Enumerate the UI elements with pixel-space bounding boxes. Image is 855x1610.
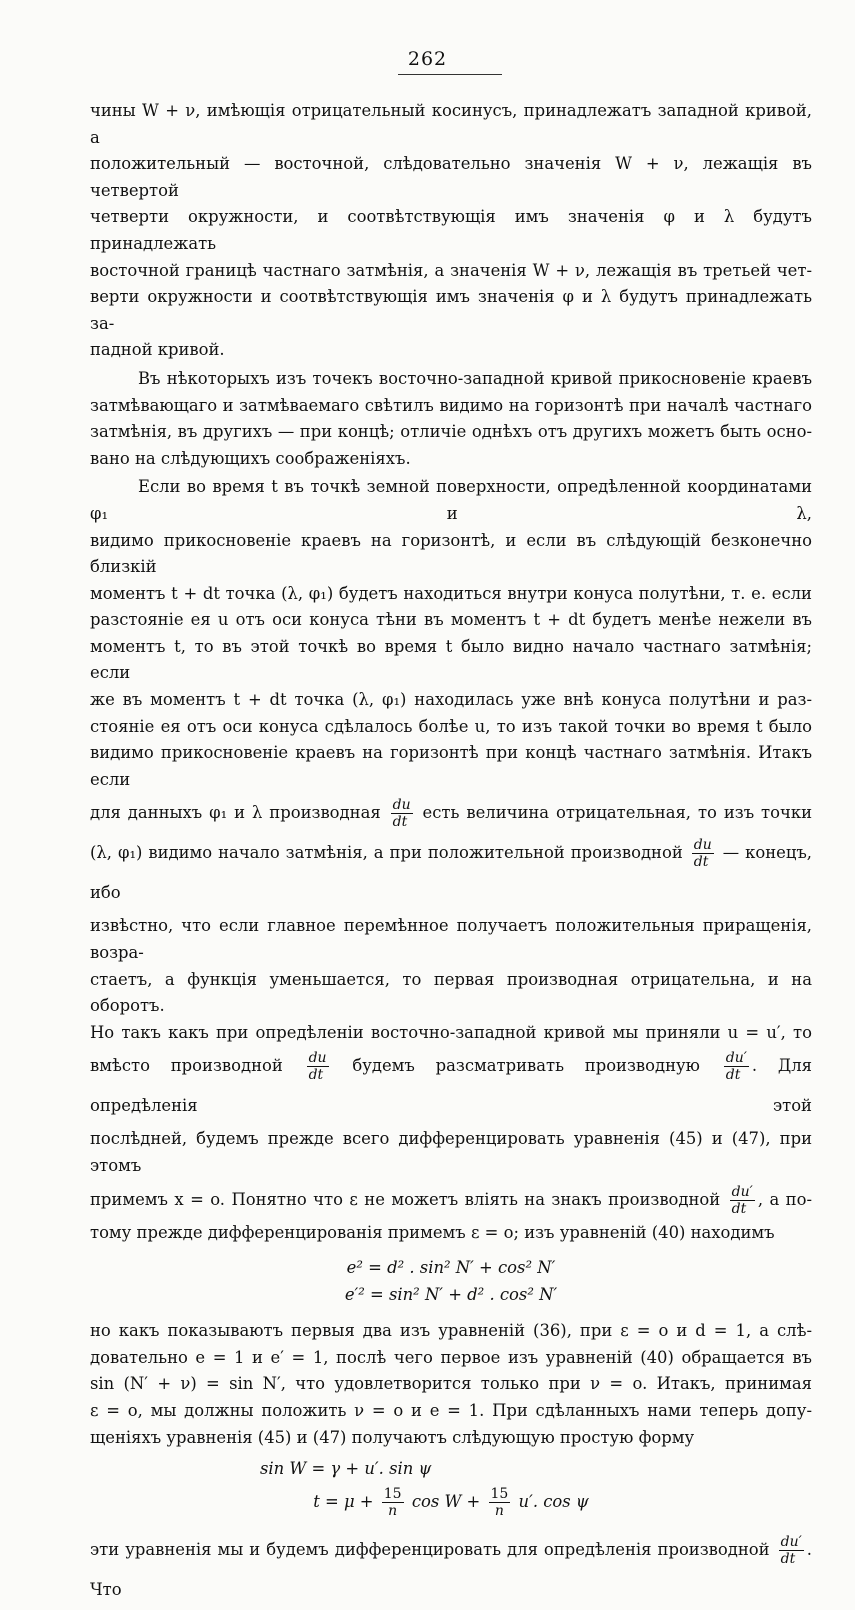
page-number: 262: [407, 48, 448, 70]
fraction-numerator: du: [308, 1050, 327, 1067]
paragraph-1: [90, 98, 812, 364]
text-line-with-fraction: [90, 1530, 812, 1610]
fraction-denominator: n: [494, 1503, 504, 1520]
text-line: же въ моментъ t + dt точка (λ, φ₁) находилась уже внѣ конуса полутѣни и раз-: [90, 690, 812, 710]
equation-fragment: t = μ +: [313, 1492, 374, 1512]
text-fragment: есть величина отрицательная, то изъ точки: [422, 803, 812, 823]
text-line: разстояніе ея u отъ оси конуса тѣни въ моментъ t + dt будетъ менѣе нежели въ: [90, 610, 812, 630]
text-fragment: . Для опредѣленія этой: [90, 1056, 812, 1116]
text-line: вано на слѣдующихъ соображеніяхъ.: [90, 448, 411, 468]
fraction-du-prime-dt: [779, 1534, 804, 1567]
fraction-numerator: du′: [780, 1534, 802, 1551]
equation-e-prime-squared: e′² = sin² N′ + d² . cos² N′: [344, 1285, 558, 1305]
fraction-denominator: n: [388, 1503, 398, 1520]
text-fragment: для данныхъ φ₁ и λ производная: [90, 803, 381, 823]
fraction-numerator: du′: [725, 1050, 747, 1067]
text-line: sin (N′ + ν) = sin N′, что удовлетворится только при ν = o. Итакъ, принимая: [90, 1374, 812, 1394]
fraction-numerator: 15: [490, 1486, 509, 1503]
fraction-numerator: du′: [731, 1183, 753, 1200]
text-line: щеніяхъ уравненія (45) и (47) получаютъ слѣдующую простую форму: [90, 1427, 695, 1447]
text-line: четверти окружности, и соотвѣтствующія имъ значенія φ и λ будутъ принадлежать: [90, 207, 812, 253]
text-line: Но такъ какъ при опредѣленіи восточно-западной кривой мы приняли u = u′, то: [90, 1022, 812, 1042]
text-line: верти окружности и соотвѣтствующія имъ значенія φ и λ будутъ принадлежать за-: [90, 287, 812, 333]
equation-fragment: cos W +: [411, 1492, 481, 1512]
paragraph-4: [90, 1318, 812, 1451]
text-fragment: , а по-: [757, 1189, 812, 1209]
fraction-du-dt: [307, 1050, 329, 1083]
equation-sin-w: sin W = γ + u′. sin ψ: [260, 1459, 432, 1479]
fraction-numerator: du: [693, 837, 712, 854]
text-line: Если во время t въ точкѣ земной поверхности, опредѣленной координатами φ₁ и λ,: [90, 477, 812, 523]
text-fragment: (λ, φ₁) видимо начало затмѣнія, а при положительной производной: [90, 843, 683, 863]
fraction-du-prime-dt: [730, 1184, 755, 1217]
text-line: ε = o, мы должны положить ν = o и e = 1. При сдѣланныхъ нами теперь допу-: [90, 1400, 812, 1420]
text-line: Въ нѣкоторыхъ изъ точекъ восточно-западной кривой прикосновеніе краевъ: [138, 368, 812, 388]
text-fragment: . Что: [90, 1540, 812, 1600]
text-line: видимо прикосновеніе краевъ на горизонтѣ, и если въ слѣдующій безконечно близкій: [90, 530, 812, 577]
fraction-numerator: du: [392, 797, 411, 814]
equation-block-40: [90, 1254, 812, 1308]
fraction-du-dt: [692, 837, 714, 870]
equation-t: [90, 1482, 812, 1522]
paragraph-5: [90, 1530, 812, 1610]
text-fragment: вмѣсто производной: [90, 1056, 283, 1076]
text-line: тому прежде дифференцированія примемъ ε = o; изъ уравненій (40) находимъ: [90, 1222, 775, 1242]
fraction-denominator: dt: [693, 854, 709, 871]
text-line: падной кривой.: [90, 340, 225, 360]
equation-fragment: u′. cos ψ: [518, 1492, 589, 1512]
text-line: стаетъ, а функція уменьшается, то первая производная отрицательна, и на оборотъ.: [90, 969, 812, 1016]
text-fragment: примемъ x = o. Понятно что ε не можетъ вліять на знакъ производной: [90, 1189, 721, 1209]
text-fragment: будемъ разсматривать производную: [352, 1056, 700, 1076]
text-line: видимо прикосновеніе краевъ на горизонтѣ при концѣ частнаго затмѣнія. Итакъ если: [90, 743, 812, 789]
header-rule: [398, 74, 502, 75]
text-line: восточной границѣ частнаго затмѣнія, а значенія W + ν, лежащія въ третьей чет-: [90, 260, 812, 280]
text-line-with-fraction: [90, 1046, 812, 1126]
body-text: [90, 98, 812, 1610]
text-line: положительный — восточной, слѣдовательно значенія W + ν, лежащія въ четвертой: [90, 154, 812, 200]
text-line: затмѣвающаго и затмѣваемаго свѣтилъ видимо на горизонтѣ при началѣ частнаго: [90, 395, 812, 415]
fraction-denominator: dt: [308, 1067, 324, 1084]
text-line: послѣдней, будемъ прежде всего дифференцировать уравненія (45) и (47), при этомъ: [90, 1129, 812, 1175]
fraction-numerator: 15: [383, 1486, 402, 1503]
text-fragment: эти уравненія мы и будемъ дифференцировать для опредѣленія производной: [90, 1540, 770, 1560]
paragraph-3: [90, 474, 812, 1246]
fraction-denominator: dt: [780, 1551, 796, 1568]
text-line: довательно e = 1 и e′ = 1, послѣ чего первое изъ уравненій (40) обращается въ: [90, 1347, 812, 1367]
text-line: но какъ показываютъ первыя два изъ уравненій (36), при ε = o и d = 1, а слѣ-: [90, 1321, 812, 1341]
text-line: затмѣнія, въ другихъ — при концѣ; отличіе однѣхъ отъ другихъ можетъ быть осно-: [90, 422, 812, 442]
fraction-15-n: [489, 1486, 511, 1519]
fraction-du-prime-dt: [724, 1050, 749, 1083]
text-line: стояніе ея отъ оси конуса сдѣлалось болѣе u, то изъ такой точки во время t было: [90, 716, 812, 736]
text-line-with-fraction: [90, 1180, 812, 1220]
text-line-with-fraction: [90, 793, 812, 833]
paragraph-2: [90, 366, 812, 472]
fraction-denominator: dt: [392, 814, 408, 831]
equation-block-simple: [90, 1455, 812, 1522]
text-line: чины W + ν, имѣющія отрицательный косинусъ, принадлежатъ западной кривой, а: [90, 101, 812, 147]
fraction-15-n: [382, 1486, 404, 1519]
text-line: моментъ t, то въ этой точкѣ во время t было видно начало частнаго затмѣнія; если: [90, 636, 812, 683]
text-line-with-fraction: [90, 833, 812, 913]
equation-e-squared: e² = d² . sin² N′ + cos² N′: [346, 1258, 556, 1278]
fraction-du-dt: [391, 797, 413, 830]
text-fragment: — конецъ, ибо: [90, 843, 812, 903]
fraction-denominator: dt: [725, 1067, 741, 1084]
fraction-denominator: dt: [731, 1200, 747, 1217]
text-line: моментъ t + dt точка (λ, φ₁) будетъ находиться внутри конуса полутѣни, т. е. если: [90, 583, 812, 603]
text-line: извѣстно, что если главное перемѣнное получаетъ положительныя приращенія, возра-: [90, 916, 812, 963]
